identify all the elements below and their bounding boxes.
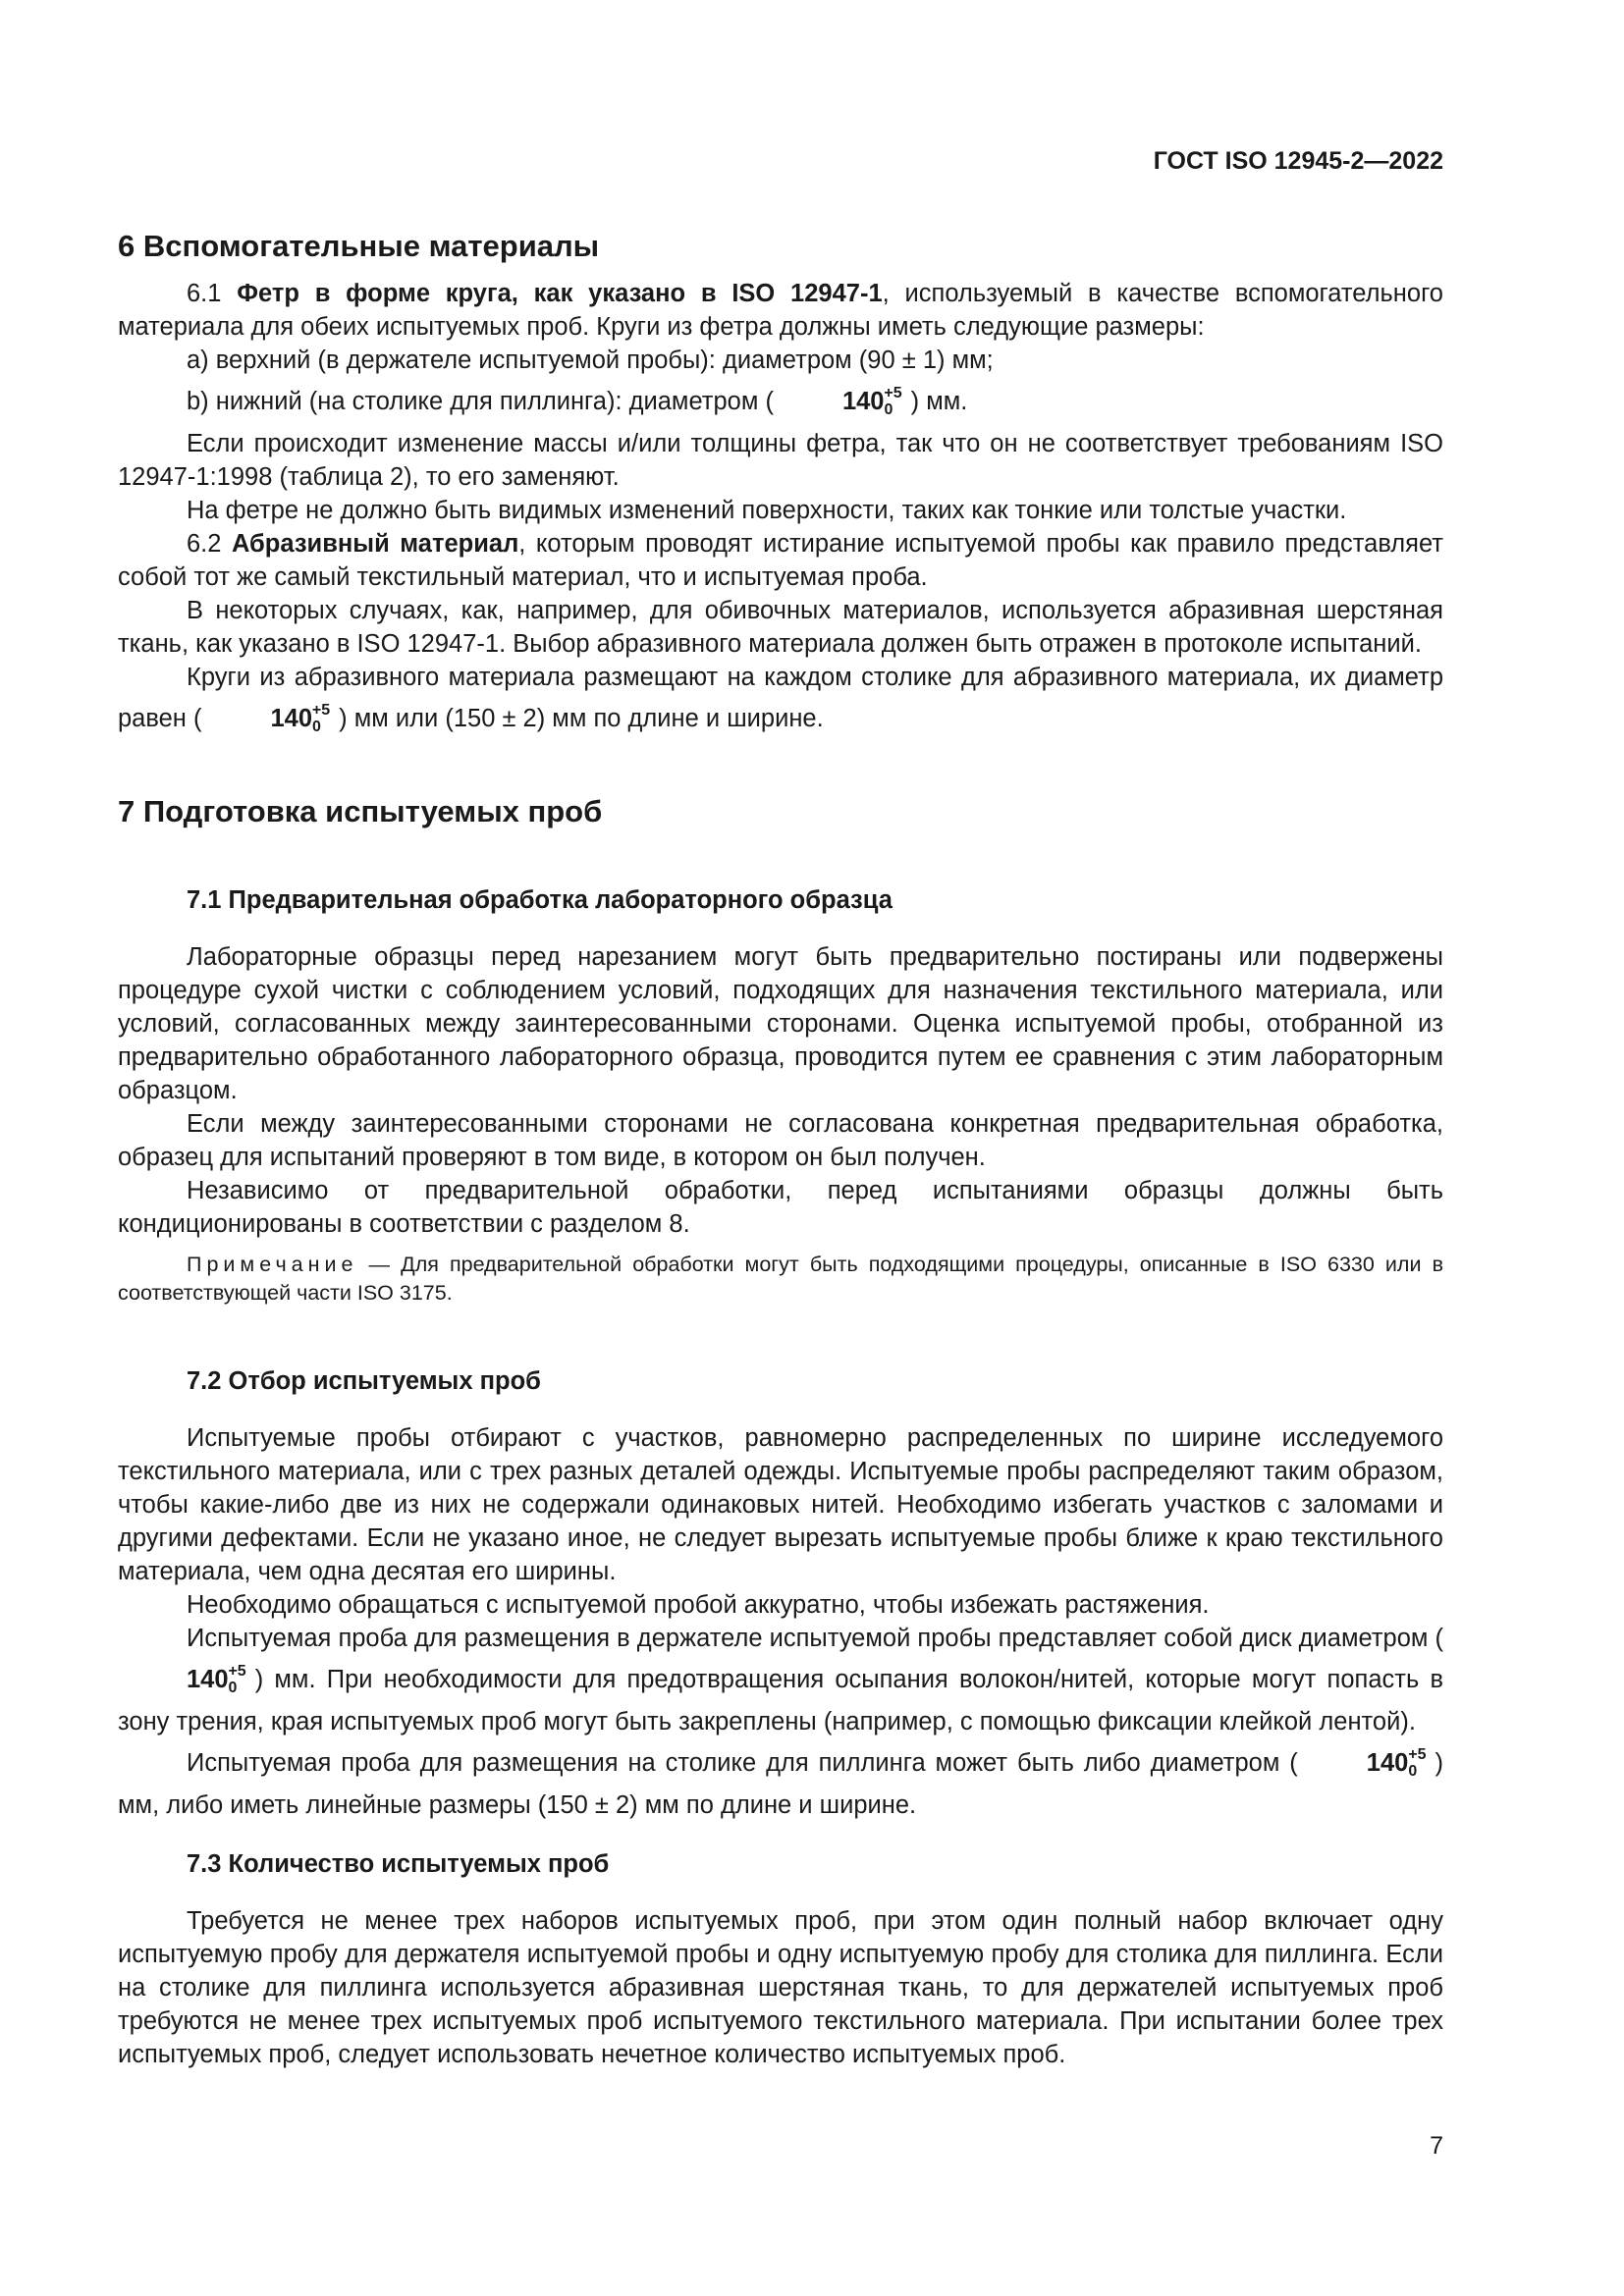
tolerance-lower: 0 xyxy=(1408,1763,1418,1780)
clause-number: 6.2 xyxy=(187,530,222,558)
paragraph-text: ) мм, либо иметь линейные размеры (150 ± 2) мм по длине и ширине. xyxy=(118,1749,1443,1819)
tolerance-upper: +5 xyxy=(884,385,902,401)
paragraph: Требуется не менее трех наборов испытуемых проб, при этом один полный набор включает одну испытуемую пробу для держателя испытуемой пробы и одну испытуемую пробу для столика для пиллинга. Если на столике для пиллинга используется абразивная шерстяная ткань, то для держателей испытуемых проб требуются не менее трех испытуемых проб испытуемого текстильного материала. При испытании более трех испытуемых проб, следует использовать нечетное количество испытуемых проб. xyxy=(118,1907,1443,2068)
paragraph-text: ) мм. При необходимости для предотвращения осыпания волокон/нитей, которые могут попасть в зону трения, края испытуемых проб могут быть закреплены (например, с помощью фиксации клейкой лентой). xyxy=(118,1666,1443,1735)
note xyxy=(118,1251,1443,1308)
paragraph xyxy=(118,661,1443,744)
tolerance-upper: +5 xyxy=(1408,1746,1427,1763)
paragraph: Лабораторные образцы перед нарезанием могут быть предварительно постираны или подвержены процедуре сухой чистки с соблюдением условий, подходящих для назначения текстильного материала, или условий, согласованных между заинтересованными сторонами. Оценка испытуемой пробы, отобранной из предварительно обработанного лабораторного образца, проводится путем ее сравнения с этим лабораторным образцом. xyxy=(118,943,1443,1104)
paragraph-text: ) мм или (150 ± 2) мм по длине и ширине. xyxy=(339,705,824,732)
subsection-7-2-title: 7.2 Отбор испытуемых проб xyxy=(187,1367,541,1395)
list-item-b-unit: ) мм. xyxy=(910,388,968,415)
paragraph: Если между заинтересованными сторонами не согласована конкретная предварительная обработка, образец для испытаний проверяют в том виде, в котором он был получен. xyxy=(118,1110,1443,1171)
tolerance-lower: 0 xyxy=(312,719,321,735)
paragraph: Если происходит изменение массы и/или толщины фетра, так что он не соответствует требованиям ISO 12947-1:1998 (таблица 2), то его заменяют. xyxy=(118,430,1443,491)
tolerance-upper: +5 xyxy=(228,1663,246,1680)
tolerance-base: 140 xyxy=(187,1666,229,1693)
list-item-a: a) верхний (в держателе испытуемой пробы): диаметром (90 ± 1) мм; xyxy=(187,347,994,374)
tolerance-lower: 0 xyxy=(228,1680,238,1696)
tolerance-value xyxy=(774,377,911,427)
clause-number: 6.1 xyxy=(187,280,222,307)
document-header: ГОСТ ISO 12945-2—2022 xyxy=(1153,147,1443,175)
list-item-b xyxy=(118,377,1443,427)
tolerance-base: 140 xyxy=(270,705,313,732)
subsection-7-3-title: 7.3 Количество испытуемых проб xyxy=(187,1850,610,1878)
note-label: Примечание xyxy=(187,1253,358,1276)
clause-term: Фетр в форме круга, как указано в ISO 12947-1 xyxy=(237,280,883,307)
paragraph-6-2 xyxy=(118,527,1443,594)
tolerance-value xyxy=(118,1655,255,1705)
clause-text: , которым проводят истирание испытуемой пробы как правило представляет собой тот же самый текстильный материал, что и испытуемая проба. xyxy=(118,530,1443,591)
paragraph-text: Круги из абразивного материала размещают на каждом столике для абразивного материала, их диаметр равен ( xyxy=(118,664,1443,732)
paragraph xyxy=(118,1738,1443,1822)
document-body xyxy=(118,230,1443,2071)
tolerance-upper: +5 xyxy=(311,702,331,719)
page-number: 7 xyxy=(1430,2132,1443,2160)
paragraph-text: Испытуемая проба для размещения на столике для пиллинга может быть либо диаметром ( xyxy=(187,1749,1298,1777)
tolerance-value xyxy=(1298,1738,1435,1789)
paragraph-text: Испытуемая проба для размещения в держателе испытуемой пробы представляет собой диск диаметром ( xyxy=(187,1625,1443,1652)
paragraph: В некоторых случаях, как, например, для обивочных материалов, используется абразивная шерстяная ткань, как указано в ISO 12947-1. Выбор абразивного материала должен быть отражен в протоколе испытаний. xyxy=(118,597,1443,658)
clause-term: Абразивный материал xyxy=(231,530,519,558)
section-7-title: 7 Подготовка испытуемых проб xyxy=(118,794,603,828)
tolerance-value xyxy=(201,694,339,744)
section-6-title: 6 Вспомогательные материалы xyxy=(118,229,600,263)
tolerance-lower: 0 xyxy=(884,401,893,418)
paragraph-6-1 xyxy=(118,277,1443,344)
subsection-7-1-title: 7.1 Предварительная обработка лабораторного образца xyxy=(187,886,893,914)
clause-text: , используемый в качестве вспомогательного материала для обеих испытуемых проб. Круги из фетра должны иметь следующие размеры: xyxy=(118,280,1443,341)
tolerance-base: 140 xyxy=(841,388,885,415)
list-item-b-text: b) нижний (на столике для пиллинга): диаметром ( xyxy=(187,388,774,415)
note-text: — Для предварительной обработки могут быть подходящими процедуры, описанные в ISO 6330 или в соответствующей части ISO 3175. xyxy=(118,1253,1443,1305)
paragraph: Независимо от предварительной обработки, перед испытаниями образцы должны быть кондиционированы в соответствии с разделом 8. xyxy=(118,1177,1443,1238)
paragraph: Испытуемые пробы отбирают с участков, равномерно распределенных по ширине исследуемого текстильного материала, или с трех разных деталей одежды. Испытуемые пробы распределяют таким образом, чтобы какие-либо две из них не содержали одинаковых нитей. Необходимо избегать участков с заломами и другими дефектами. Если не указано иное, не следует вырезать испытуемые пробы ближе к краю текстильного материала, чем одна десятая его ширины. xyxy=(118,1424,1443,1585)
tolerance-base: 140 xyxy=(1366,1749,1409,1777)
paragraph xyxy=(118,1622,1443,1738)
paragraph: Необходимо обращаться с испытуемой пробой аккуратно, чтобы избежать растяжения. xyxy=(187,1591,1210,1619)
paragraph: На фетре не должно быть видимых изменений поверхности, таких как тонкие или толстые участки. xyxy=(187,497,1347,524)
